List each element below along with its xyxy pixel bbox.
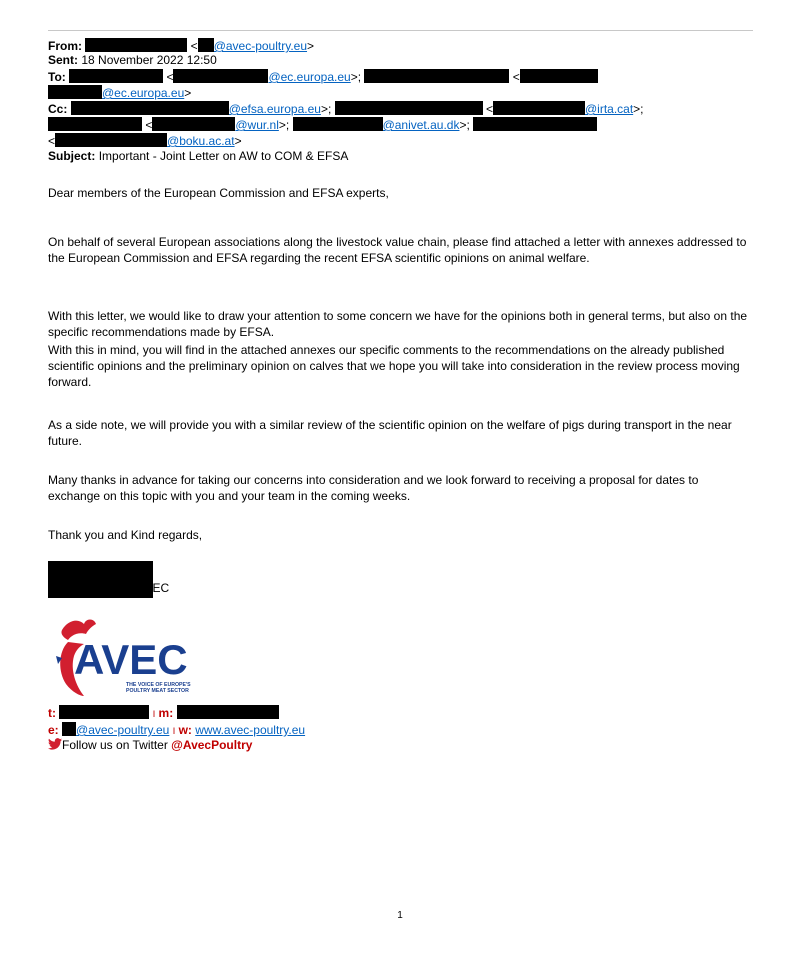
twitter-handle[interactable]: @AvecPoultry [171, 738, 253, 752]
redaction [69, 69, 163, 83]
w-label: w: [178, 723, 192, 737]
phone-line [48, 705, 279, 722]
to-label: To: [48, 70, 66, 84]
redaction [173, 69, 268, 83]
redaction [520, 69, 598, 83]
page-number: 1 [397, 910, 403, 921]
redaction [364, 69, 509, 83]
redaction [71, 101, 229, 115]
logo-tagline-2: POULTRY MEAT SECTOR [126, 688, 189, 694]
to-line-2: @ec.europa.eu> [48, 85, 191, 101]
cc-label: Cc: [48, 102, 68, 116]
cc-line: Cc: @efsa.europa.eu>; < @irta.cat>; [48, 102, 644, 116]
separator: I [152, 709, 156, 719]
cc-line-2: < @wur.nl>; @anivet.au.dk>; [48, 117, 597, 133]
signature-email-link[interactable]: @avec-poultry.eu [76, 723, 170, 737]
redaction [55, 133, 167, 147]
greeting: Dear members of the European Commission and EFSA experts, [48, 186, 389, 200]
twitter-line [48, 738, 252, 753]
paragraph-2b: With this in mind, you will find in the attached annexes our specific comments to the recommendations on the already published scientific opinions and the preliminary opinion on calves that we hope you will take into consideration in the review process moving forward. [48, 343, 740, 389]
paragraph-3: As a side note, we will provide you with a similar review of the scientific opinion on the welfare of pigs during transport in the near future. [48, 418, 732, 448]
website-link[interactable]: www.avec-poultry.eu [195, 723, 306, 737]
redaction [473, 117, 597, 131]
paragraph-1: On behalf of several European associations along the livestock value chain, please find attached a letter with annexes addressed to the European Commission and EFSA regarding the recent EFSA scientific opinions on animal welfare. [48, 235, 747, 265]
subject-line [48, 149, 348, 164]
sent-value: 18 November 2022 12:50 [81, 53, 217, 67]
redaction [48, 85, 102, 99]
paragraph-4: Many thanks in advance for taking our concerns into consideration and we look forward to receiving a proposal for dates to exchange on this topic with you and your team in the coming weeks. [48, 473, 699, 503]
to-line: To: < @ec.europa.eu>; < [48, 69, 598, 85]
email-line [48, 722, 305, 739]
logo-tagline-1: THE VOICE OF EUROPE'S [126, 682, 191, 688]
signature-org: IAVEC [134, 581, 170, 595]
to-email-link-2[interactable]: @ec.europa.eu [102, 86, 185, 100]
redaction [198, 38, 214, 52]
redaction [62, 722, 76, 736]
twitter-icon[interactable] [48, 738, 62, 750]
subject-value: Important - Joint Letter on AW to COM & EFSA [98, 149, 349, 163]
logo-text: AVEC [74, 636, 188, 683]
sent-label: Sent: [48, 53, 78, 67]
subject-label: Subject: [48, 149, 96, 163]
redaction [152, 117, 235, 131]
cc-email-link-1[interactable]: @efsa.europa.eu [228, 102, 321, 116]
redaction [293, 117, 383, 131]
separator: I [172, 726, 176, 736]
from-email-link[interactable]: @avec-poultry.eu [213, 39, 308, 53]
redaction [335, 101, 483, 115]
redaction [59, 705, 149, 719]
avec-logo [50, 612, 210, 702]
paragraph-2a: With this letter, we would like to draw your attention to some concern we have for the opinions both in general terms, but also on the specific recommendations made by EFSA. [48, 309, 748, 339]
cc-email-link-3[interactable]: @wur.nl [235, 118, 279, 132]
cc-email-link-5[interactable]: @boku.ac.at [167, 134, 235, 148]
redaction [85, 38, 187, 52]
twitter-text: Follow us on Twitter [62, 738, 172, 752]
redaction [177, 705, 279, 719]
closing: Thank you and Kind regards, [48, 528, 203, 542]
cc-email-link-2[interactable]: @irta.cat [584, 102, 634, 116]
t-label: t: [48, 706, 56, 720]
sent-line [48, 53, 217, 68]
from-line: From: < @avec-poultry.eu> [48, 39, 315, 53]
cc-line-3: < @boku.ac.at> [48, 134, 242, 148]
cc-email-link-4[interactable]: @anivet.au.dk [382, 118, 460, 132]
from-label: From: [48, 39, 82, 53]
redaction [48, 117, 142, 131]
to-email-link-1[interactable]: @ec.europa.eu [268, 70, 351, 84]
header-separator [48, 30, 753, 31]
redaction [493, 101, 585, 115]
m-label: m: [158, 706, 174, 720]
e-label: e: [48, 723, 59, 737]
